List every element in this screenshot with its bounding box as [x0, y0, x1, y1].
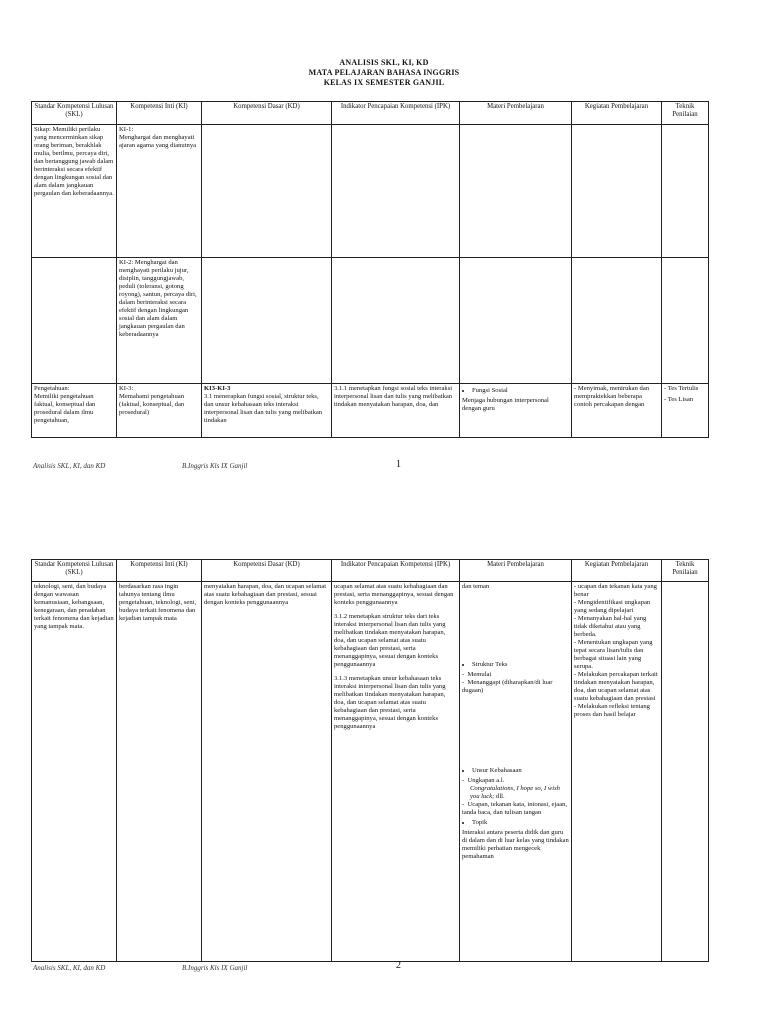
- p2-header-kegiatan: Kegiatan Pembelajaran: [572, 560, 662, 582]
- p2-skl: teknologi, seni, dan budaya dengan wawasan kemanusiaan, kebangsaan, kenegaraan, dan peradaban terkait fenomena dan kejadian yang tampak mata.: [32, 582, 117, 962]
- ipk-3-1-1: 3.1.1 menetapkan fungsi sosial teks interaksi interpersonal lisan dan tulis yang melibatkan tindakan menyatakan harapan, doa, dan: [332, 384, 460, 438]
- p2-header-teknik: Teknik Penilaian: [662, 560, 709, 582]
- ipk-3-1-2: 3.1.2 menetapkan struktur teks dari teks interaksi interpersonal lisan dan tulis yang melibatkan tindakan menyatakan harapan, doa, dan ucapan selamat atas suatu kebahagiaan dan prestasi, serta menanggapinya, sesuai dengan konteks penggunaannya: [334, 613, 446, 668]
- materi-fungsi-text: Menjaga hubungan interpersonal dengan guru: [462, 397, 549, 412]
- p2-header-ipk: Indikator Pencapaian Kompetensi (IPK): [332, 560, 460, 582]
- kegiatan-empty-2: [572, 258, 662, 384]
- skl-empty: [32, 258, 117, 384]
- p2-header-skl: Standar Kompetensi Lulusan (SKL): [32, 560, 117, 582]
- skl-pengetahuan-head: Pengetahuan:: [34, 385, 70, 392]
- ki-3-text: Memahami pengetahuan (faktual, konseptual, dan prosedural): [119, 393, 185, 416]
- materi-bullet-unsur: • Unsur Kebahasaan: [472, 767, 569, 775]
- teknik-empty: [662, 125, 709, 258]
- ipk-3-1-3: 3.1.3 menetapkan unsur kebahasaan teks interaksi interpersonal lisan dan tulis yang melibatkan tindakan menyatakan harapan, doa, dan ucapan selamat atas suatu kebahagiaan dan prestasi, serta menanggapinya, sesuai dengan konteks penggunaannya: [334, 675, 446, 730]
- header-teknik: Teknik Penilaian: [662, 102, 709, 125]
- materi-ungkapan: Ungkapan a.l.: [467, 777, 505, 784]
- teknik-tertulis: - Tes Tertulis: [664, 385, 699, 392]
- skl-sikap: Sikap: Memiliki perilaku yang mencerminkan sikap orang beriman, berakhlak mulia, berilmu, percaya diri, dan bertanggung jawab dalam berinteraksi secara efektif dengan lingkungan sosial dan alam dalam jangkauan pergaulan dan keberadaannya.: [32, 125, 117, 258]
- footer-mid-2: B.Inggris Kls IX Ganjil: [182, 964, 248, 972]
- materi-ungkapan-examples: [462, 785, 569, 801]
- ki-3-head: KI-3:: [119, 385, 134, 392]
- header-skl: Standar Kompetensi Lulusan (SKL): [32, 102, 117, 125]
- materi-topik-text: Interaksi antara peserta didik dan guru di dalam dan di luar kelas yang tindakan memiliki perhatian mengecek pemahaman: [462, 829, 569, 860]
- materi-ungkapan-italic: Congratulations, I hope so, I wish you luck;: [470, 785, 560, 800]
- materi-ucapan: Ucapan, tekanan kata, intonasi, ejaan, tanda baca, dan tulisan tangan: [462, 801, 568, 816]
- materi-bullet-topik: • Topik: [472, 819, 569, 827]
- ipk-empty: [332, 125, 460, 258]
- materi-dll: dll.: [496, 793, 505, 800]
- header-kd: Kompetensi Dasar (KD): [202, 102, 332, 125]
- analysis-table-page1: [31, 101, 709, 438]
- footer-mid-1: B.Inggris Kls IX Ganjil: [182, 462, 248, 470]
- materi-bullet-struktur: • Struktur Teks: [472, 661, 569, 669]
- p2-ipk: [332, 582, 460, 962]
- ki-2-text: KI-2: Menghargai dan menghayati perilaku jujur, disiplin, tanggungjawab, peduli (toleransi, gotong royong), santun, percaya diri, dalam berinteraksi secara efektif dengan lingkungan sosial dan alam dalam jangkauan pergaulan dan keberadaannya: [117, 258, 202, 384]
- p2-kegiatan: - ucapan dan tekanan kata yang benar - Mengidentifikasi ungkapan yang sedang dipelajari - Menanyakan hal-hal yang tidak diketahui atau yang berbeda. - Menentukan ungkapan yang tepat secara lisan/tulis dan berbagai situasi lain yang serupa. - Melakukan percakapan terkait tindakan menyatakan harapan, doa, dan ucapan selamat atas suatu kebahagiaan dan prestasi - Melakukan refleksi tentang proses dan hasil belajar: [572, 582, 662, 962]
- footer-left-1: Analisis SKL, KI, dan KD: [33, 462, 106, 470]
- p2-ki: berdasarkan rasa ingin tahunya tentang ilmu pengetahuan, teknologi, seni, budaya terkait fenomena dan kejadian tampak mata: [117, 582, 202, 962]
- teknik-empty-2: [662, 258, 709, 384]
- p2-kd: menyatakan harapan, doa, dan ucapan selamat atas suatu kebahagiaan dan prestasi, sesuai dengan konteks penggunaannya: [202, 582, 332, 962]
- kd-empty: [202, 125, 332, 258]
- materi-dash-memulai: - Memulai: [462, 671, 492, 678]
- p2-header-kd: Kompetensi Dasar (KD): [202, 560, 332, 582]
- header-materi: Materi Pembelajaran: [460, 102, 572, 125]
- header-ki: Kompetensi Inti (KI): [117, 102, 202, 125]
- materi-bullet-fungsi: • Fungsi Sosial: [472, 387, 569, 395]
- p2-teknik-empty: [662, 582, 709, 962]
- materi-empty: [460, 125, 572, 258]
- materi-dash-menanggapi: - Menanggapi (diharapkan/di luar dugaan): [462, 679, 553, 694]
- materi-dash-ungkapan: - Ungkapan a.l.: [462, 777, 505, 784]
- p2-materi: [460, 582, 572, 962]
- doc-class: KELAS IX SEMESTER GANJIL: [323, 78, 445, 87]
- ipk-empty-2: [332, 258, 460, 384]
- ki-1-cell: [117, 125, 202, 258]
- page-number-2: 2: [396, 960, 401, 971]
- header-ipk: Indikator Pencapaian Kompetensi (IPK): [332, 102, 460, 125]
- page-number-1: 1: [396, 459, 401, 470]
- teknik-lisan: - Tes Lisan: [664, 396, 694, 403]
- materi-fungsi-sosial: [460, 384, 572, 438]
- teknik-penilaian-1: [662, 384, 709, 438]
- footer-left-2: Analisis SKL, KI, dan KD: [33, 964, 106, 972]
- kd-empty-2: [202, 258, 332, 384]
- skl-pengetahuan-text: Memiliki pengetahuan faktual, konseptual dan prosedural dalam ilmu pengetahuan,: [34, 393, 96, 424]
- kegiatan-1: - Menyimak, menirukan dan mempraktekkan beberapa contoh percakapan dengan: [572, 384, 662, 438]
- ipk-3-1-1-cont: ucapan selamat atas suatu kebahagiaan dan prestasi, serta menanggapinya, sesuai dengan konteks penggunaannya: [334, 583, 454, 606]
- materi-empty-2: [460, 258, 572, 384]
- kd-3-1-text: 3.1 menerapkan fungsi sosial, struktur teks, dan unsur kebahasaan teks interaksi interpersonal lisan dan tulis yang melibatkan tindakan: [204, 393, 323, 424]
- ki-3-cell: [117, 384, 202, 438]
- kegiatan-empty: [572, 125, 662, 258]
- doc-title: ANALISIS SKL, KI, KD: [339, 58, 429, 67]
- p2-header-ki: Kompetensi Inti (KI): [117, 560, 202, 582]
- materi-menanggapi: Menanggapi (diharapkan/di luar dugaan): [462, 679, 553, 694]
- analysis-table-page2: [31, 559, 709, 962]
- kd-3-1-cell: [202, 384, 332, 438]
- p2-header-materi: Materi Pembelajaran: [460, 560, 572, 582]
- materi-top: dan teman: [462, 583, 490, 590]
- skl-pengetahuan: [32, 384, 117, 438]
- kd-head: KI3-KI-3: [204, 385, 231, 392]
- ki-1-head: KI-1:: [119, 126, 134, 133]
- header-kegiatan: Kegiatan Pembelajaran: [572, 102, 662, 125]
- materi-memulai: Memulai: [467, 671, 492, 678]
- materi-dash-ucapan: - Ucapan, tekanan kata, intonasi, ejaan, tanda baca, dan tulisan tangan: [462, 801, 568, 816]
- doc-subject: MATA PELAJARAN BAHASA INGGRIS: [308, 68, 460, 77]
- ki-1-text: Menghargai dan menghayati ajaran agama yang dianutnya: [119, 134, 197, 149]
